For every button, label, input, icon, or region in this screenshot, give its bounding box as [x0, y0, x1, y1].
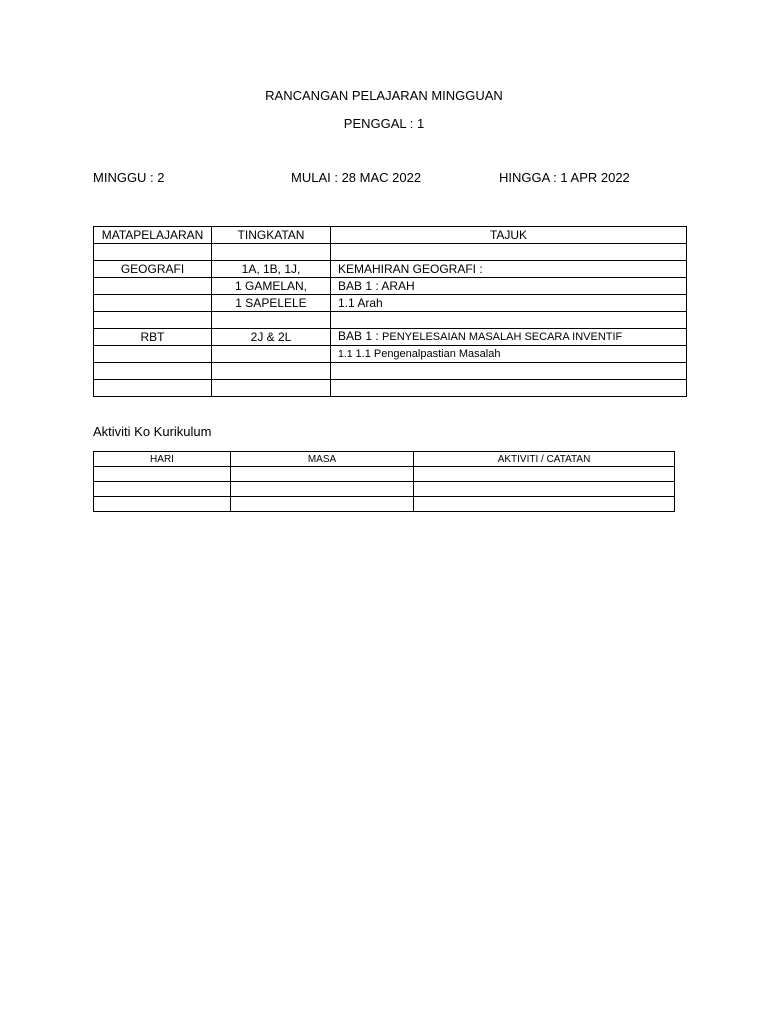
cell-hari[interactable] [94, 497, 231, 512]
cell-subject[interactable] [94, 312, 212, 329]
cell-masa[interactable] [231, 482, 414, 497]
penggal-label: PENGGAL : 1 [343, 116, 425, 131]
cell-subject[interactable] [94, 295, 212, 312]
cell-form[interactable]: 1 SAPELELE [212, 295, 331, 312]
hingga-label: HINGGA : 1 APR 2022 [499, 170, 630, 185]
lesson-plan-table [93, 226, 687, 397]
rbt-subtopic-title: 1.1 Pengenalpastian Masalah [355, 348, 501, 360]
header-hari: HARI [94, 452, 231, 467]
cell-hari[interactable] [94, 467, 231, 482]
table-row [94, 346, 687, 363]
table-row [94, 380, 687, 397]
cell-topic[interactable]: KEMAHIRAN GEOGRAFI : [331, 261, 687, 278]
table-row [94, 363, 687, 380]
cell-form[interactable]: 1 GAMELAN, [212, 278, 331, 295]
cell-topic[interactable] [331, 329, 687, 346]
rbt-subtopic-number: 1.1 [338, 348, 356, 360]
cell-hari[interactable] [94, 482, 231, 497]
cell-form[interactable] [212, 380, 331, 397]
ko-kurikulum-heading: Aktiviti Ko Kurikulum [93, 424, 212, 439]
header-masa: MASA [231, 452, 414, 467]
page-title: RANCANGAN PELAJARAN MINGGUAN [265, 88, 503, 103]
table-row [94, 295, 687, 312]
cell-topic[interactable] [331, 363, 687, 380]
cell-topic[interactable]: BAB 1 : ARAH [331, 278, 687, 295]
ko-kurikulum-table [93, 451, 675, 512]
table-row [94, 261, 687, 278]
rbt-topic-title: PENYELESAIAN MASALAH SECARA INVENTIF [382, 331, 623, 343]
cell-aktiviti[interactable] [414, 482, 675, 497]
header-tajuk: TAJUK [331, 227, 687, 244]
cell-form[interactable]: 2J & 2L [212, 329, 331, 346]
cell-topic[interactable] [331, 346, 687, 363]
table-row [94, 312, 687, 329]
table-row [94, 244, 687, 261]
table-row [94, 329, 687, 346]
table-header-row [94, 227, 687, 244]
mulai-label: MULAI : 28 MAC 2022 [291, 170, 422, 185]
rbt-chapter-label: BAB 1 : [338, 329, 383, 343]
cell-subject[interactable] [94, 363, 212, 380]
table-row [94, 278, 687, 295]
cell-form[interactable]: 1A, 1B, 1J, [212, 261, 331, 278]
cell-form[interactable] [212, 312, 331, 329]
header-aktiviti: AKTIVITI / CATATAN [414, 452, 675, 467]
minggu-label: MINGGU : 2 [93, 170, 165, 185]
cell-subject[interactable]: GEOGRAFI [94, 261, 212, 278]
cell-subject[interactable] [94, 346, 212, 363]
cell-subject[interactable] [94, 244, 212, 261]
cell-subject[interactable] [94, 278, 212, 295]
cell-aktiviti[interactable] [414, 467, 675, 482]
cell-topic[interactable] [331, 312, 687, 329]
cell-topic[interactable] [331, 244, 687, 261]
cell-topic[interactable]: 1.1 Arah [331, 295, 687, 312]
cell-subject[interactable]: RBT [94, 329, 212, 346]
table-row [94, 497, 675, 512]
table-header-row [94, 452, 675, 467]
cell-form[interactable] [212, 363, 331, 380]
cell-subject[interactable] [94, 380, 212, 397]
table-row [94, 482, 675, 497]
cell-form[interactable] [212, 346, 331, 363]
header-tingkatan: TINGKATAN [212, 227, 331, 244]
cell-form[interactable] [212, 244, 331, 261]
cell-masa[interactable] [231, 497, 414, 512]
cell-topic[interactable] [331, 380, 687, 397]
header-matapelajaran: MATAPELAJARAN [94, 227, 212, 244]
cell-aktiviti[interactable] [414, 497, 675, 512]
table-row [94, 467, 675, 482]
cell-masa[interactable] [231, 467, 414, 482]
